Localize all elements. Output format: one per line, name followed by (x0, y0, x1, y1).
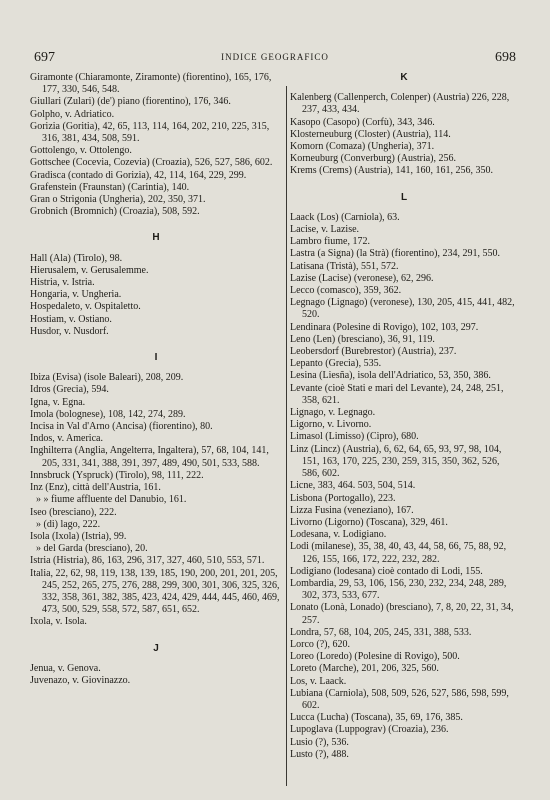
index-entry: Gottschee (Cocevia, Cozevia) (Croazia), 526, 527, 586, 602. (30, 157, 273, 169)
index-entry: Lusto (?), 488. (290, 748, 349, 760)
index-entry: Lupoglava (Luppograv) (Croazia), 236. (290, 724, 449, 736)
section-letter: H (152, 232, 160, 244)
section-letter: J (153, 642, 159, 654)
index-entry: Lastra (a Signa) (la Strà) (fiorentino), 234, 291, 550. (290, 248, 500, 260)
page-number-right: 698 (495, 50, 516, 65)
index-entry: Leobersdorf (Burebrestor) (Austria), 237. (290, 346, 457, 358)
index-entry: Igna, v. Egna. (30, 396, 86, 408)
column-divider (286, 86, 287, 786)
index-entry: Ibiza (Evisa) (isole Baleari), 208, 209. (30, 372, 184, 384)
index-entry: Komorn (Comaza) (Ungheria), 371. (290, 141, 435, 153)
index-entry: Iseo (bresciano), 222. (30, 506, 117, 518)
index-entry: Giullari (Zulari) (de') piano (fiorentino), 176, 346. (30, 96, 231, 108)
index-entry: Lonato (Lonà, Lonado) (bresciano), 7, 8, 20, 22, 31, 34, 257. (290, 602, 514, 626)
index-entry: Lodigiano (lodesana) cioè contado di Lodi, 155. (290, 565, 483, 577)
spacer (30, 338, 282, 352)
index-entry: Histria, v. Istria. (30, 277, 95, 289)
index-entry: Linz (Lincz) (Austria), 6, 62, 64, 65, 93, 97, 98, 104, 151, 163, 170, 225, 230, 259, 315, 350, 362, 526, 586, 602. (290, 443, 502, 480)
spacer (30, 629, 282, 643)
index-entry: Lisbona (Portogallo), 223. (290, 492, 396, 504)
index-entry: Lendinara (Polesine di Rovigo), 102, 103, 297. (290, 321, 479, 333)
running-title: INDICE GEOGRAFICO (221, 52, 329, 62)
index-entry: Klosterneuburg (Closter) (Austria), 114. (290, 128, 451, 140)
index-entry: Lesina (Liesña), isola dell'Adriatico, 53, 350, 386. (290, 370, 491, 382)
index-subentry: » (di) lago, 222. (36, 518, 101, 530)
spacer (290, 84, 518, 92)
index-entry: Giramonte (Chiaramonte, Ziramonte) (fiorentino), 165, 176, 177, 330, 546, 548. (30, 72, 272, 96)
section-letter: K (400, 72, 408, 83)
index-entry: Lizza Fusina (veneziano), 167. (290, 504, 414, 516)
index-entry: Hostiam, v. Ostiano. (30, 313, 112, 325)
index-subentry: » » fiume affluente del Danubio, 161. (36, 494, 187, 506)
index-entry: Indos, v. America. (30, 433, 103, 445)
index-entry: Lecco (comasco), 359, 362. (290, 285, 402, 297)
index-entry: Latisana (Tristà), 551, 572. (290, 260, 399, 272)
index-entry: Korneuburg (Converburg) (Austria), 256. (290, 153, 456, 165)
index-entry: Lambro fiume, 172. (290, 236, 370, 248)
index-entry: Loreto (Marche), 201, 206, 325, 560. (290, 663, 439, 675)
index-entry: Laack (Los) (Carniola), 63. (290, 211, 400, 223)
index-entry: Istria (Histria), 86, 163, 296, 317, 327, 460, 510, 553, 571. (30, 555, 265, 567)
index-entry: Limasol (Limisso) (Cipro), 680. (290, 431, 419, 443)
index-entry: Hospedaleto, v. Ospitaletto. (30, 301, 141, 313)
page-header (30, 50, 520, 66)
section-letter: I (154, 352, 158, 364)
index-entry: Inz (Enz), città dell'Austria, 161. (30, 482, 161, 494)
index-entry: Leno (Len) (bresciano), 36, 91, 119. (290, 333, 435, 345)
index-entry: Kasopo (Casopo) (Corfù), 343, 346. (290, 116, 435, 128)
index-entry: Krems (Crems) (Austria), 141, 160, 161, 256, 350. (290, 165, 494, 177)
index-entry: Kalenberg (Callenperch, Colenper) (Austria) 226, 228, 237, 433, 434. (290, 92, 510, 116)
index-entry: Lombardia, 29, 53, 106, 156, 230, 232, 234, 248, 289, 302, 373, 533, 677. (290, 577, 507, 602)
spacer (30, 364, 282, 372)
index-entry: Lusio (?), 536. (290, 736, 349, 748)
index-entry: Jenua, v. Genova. (30, 662, 101, 674)
spacer (30, 245, 282, 253)
index-entry: Lepanto (Grecia), 535. (290, 358, 382, 370)
index-entry: Idros (Grecia), 594. (30, 384, 109, 396)
index-entry: Lignago, v. Legnago. (290, 407, 376, 419)
index-entry: Legnago (Lignago) (veronese), 130, 205, 415, 441, 482, 520. (290, 297, 515, 321)
index-subentry: » del Garda (bresciano), 20. (36, 543, 148, 555)
index-entry: Los, v. Laack. (290, 675, 347, 687)
index-entry: Innsbruck (Yspruck) (Tirolo), 98, 111, 222. (30, 469, 204, 481)
index-entry: Lacise, v. Lazise. (290, 224, 360, 236)
index-entry: Levante (cioè Stati e mari del Levante), 24, 248, 251, 358, 621. (290, 382, 504, 406)
index-entry: Ligorno, v. Livorno. (290, 419, 372, 431)
spacer (30, 655, 282, 663)
index-entry: Gradisca (contado di Gorizia), 42, 114, 164, 229, 299. (30, 169, 247, 181)
spacer (30, 218, 282, 232)
index-entry: Gorizia (Goritia), 42, 65, 113, 114, 164, 202, 210, 225, 315, 316, 381, 434, 508, 591. (30, 120, 270, 145)
index-entry: Livorno (Ligorno) (Toscana), 329, 461. (290, 516, 448, 528)
index-entry: Inghilterra (Anglia, Angelterra, Ingaltera), 57, 68, 104, 141, 205, 331, 341, 388, 391, 397, 489, 490, 501, 533, 588. (30, 445, 269, 469)
index-entry: Lubiana (Carniola), 508, 509, 526, 527, 586, 598, 599, 602. (290, 687, 509, 711)
index-entry: Husdor, v. Nusdorf. (30, 325, 109, 337)
index-entry: Hierusalem, v. Gerusalemme. (30, 264, 149, 276)
index-entry: Lodi (milanese), 35, 38, 40, 43, 44, 58, 66, 75, 88, 92, 126, 155, 166, 172, 222, 232, 282. (290, 541, 507, 565)
spacer (290, 178, 518, 192)
index-entry: Hall (Ala) (Tirolo), 98. (30, 252, 123, 264)
index-entry: Lazise (Lacise) (veronese), 62, 296. (290, 272, 434, 284)
index-entry: Imola (bolognese), 108, 142, 274, 289. (30, 408, 186, 420)
index-entry: Londra, 57, 68, 104, 205, 245, 331, 388, 533. (290, 626, 472, 638)
index-entry: Golpho, v. Adriatico. (30, 108, 115, 120)
index-entry: Gran o Strigonia (Ungheria), 202, 350, 371. (30, 194, 206, 206)
index-entry: Juvenazo, v. Giovinazzo. (30, 674, 131, 686)
section-letter: L (400, 191, 408, 203)
right-column (290, 72, 518, 761)
index-entry: Gottolengo, v. Ottolengo. (30, 145, 132, 157)
index-entry: Lorco (?), 620. (290, 638, 350, 650)
index-entry: Incisa in Val d'Arno (Ancisa) (fiorentino), 80. (30, 421, 213, 433)
index-entry: Licne, 383, 464. 503, 504, 514. (290, 480, 416, 492)
index-entry: Loreo (Loredo) (Polesine di Rovigo), 500. (290, 651, 460, 663)
index-entry: Ixola, v. Isola. (30, 616, 87, 628)
index-entry: Hongaria, v. Ungheria. (30, 289, 122, 301)
spacer (290, 204, 518, 212)
index-entry: Grafenstein (Fraunstan) (Carintia), 140. (30, 181, 190, 193)
page-number-left: 697 (34, 50, 55, 65)
index-entry: Isola (Ixola) (Istria), 99. (30, 530, 127, 542)
index-entry: Lucca (Lucha) (Toscana), 35, 69, 176, 385. (290, 712, 463, 724)
index-entry: Grobnich (Bromnich) (Croazia), 508, 592. (30, 206, 200, 218)
left-column (30, 72, 282, 687)
index-entry: Lodesana, v. Lodigiano. (290, 529, 387, 541)
index-entry: Italia, 22, 62, 98, 119, 138, 139, 185, 190, 200, 201, 201, 205, 245, 252, 265, 275, 276, 288, 299, 300, 301, 306, 325, 326, 332, 358, 361, 382, 385, 423, 424, 429, 444, 445, 460, 469, 473, 500, 529, 558, 572, 587, 651, 652. (30, 567, 280, 616)
